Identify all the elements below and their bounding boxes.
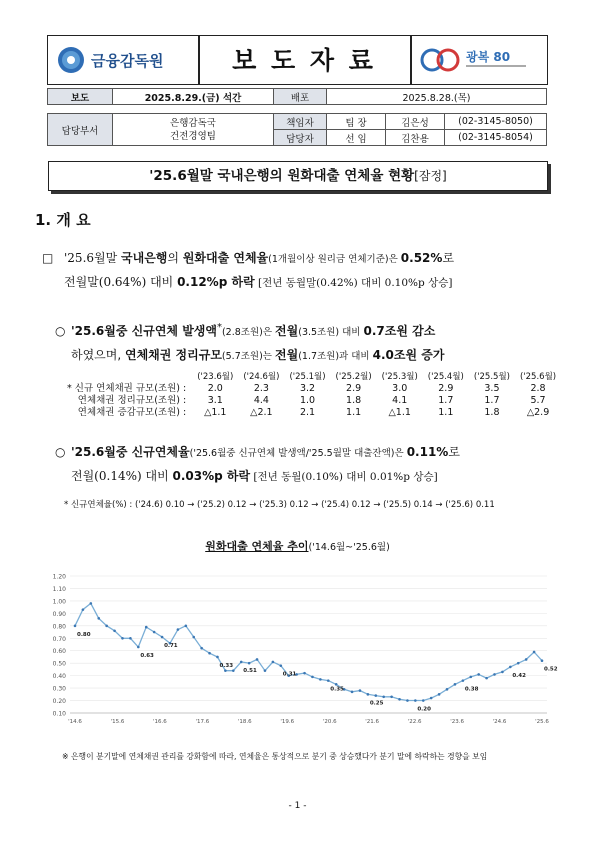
responsible-label: 책임자: [274, 114, 327, 130]
data-label: 0.25: [369, 700, 384, 707]
data-point: [256, 658, 259, 661]
stats-cell: △2.1: [250, 407, 273, 418]
release-value: 2025.8.29.(금) 석간: [113, 89, 274, 105]
data-label: 0.38: [464, 686, 479, 693]
responsible-name: 김은성: [386, 114, 445, 130]
data-point: [82, 608, 85, 611]
x-tick-label: '18.6: [237, 719, 252, 725]
data-label: 0.63: [140, 652, 154, 659]
stats-cell: 3.0: [392, 383, 408, 394]
sub1-star: *: [216, 322, 222, 333]
data-point: [311, 676, 314, 679]
data-point: [359, 689, 362, 692]
new-delinquency-line-2: [55, 344, 555, 368]
stats-cell: 5.7: [530, 395, 546, 406]
responsible-phone: (02-3145-8050): [445, 114, 547, 130]
stats-header-blank: [62, 371, 192, 383]
data-point: [145, 626, 148, 629]
sub1-text-j: (1.7조원)과 대비: [298, 351, 373, 362]
summary-text-b: 국내은행: [121, 251, 168, 265]
dept-label: 담당부서: [48, 114, 113, 146]
fss-logo: [56, 45, 196, 75]
data-point: [279, 664, 282, 667]
data-point: [272, 661, 275, 664]
data-point: [533, 651, 536, 654]
summary-line-1: [42, 247, 557, 271]
data-label: 0.80: [77, 631, 91, 638]
data-point: [509, 666, 512, 669]
data-point: [240, 661, 243, 664]
y-tick-label: 0.60: [52, 648, 66, 656]
data-label: 0.33: [219, 662, 234, 669]
stats-cell: △2.9: [526, 407, 550, 418]
stats-row: [62, 407, 561, 419]
data-point: [327, 679, 330, 682]
data-point: [137, 646, 140, 649]
summary-text-h: 전월말(0.64%) 대비: [64, 275, 178, 289]
data-point: [525, 658, 528, 661]
y-tick-label: 0.40: [52, 673, 66, 681]
data-label: 0.71: [164, 643, 178, 650]
square-bullet-icon: □: [42, 251, 54, 265]
stats-cell: 2.3: [253, 383, 269, 394]
stats-header-row: [62, 371, 561, 383]
y-tick-label: 0.10: [52, 710, 66, 718]
y-tick-label: 1.00: [52, 598, 66, 606]
chart-title-main: 원화대출 연체율 추이: [205, 540, 309, 553]
stats-cell: 3.1: [207, 395, 223, 406]
data-point: [382, 696, 385, 699]
x-tick-label: '24.6: [492, 719, 507, 725]
summary-text-e: (1개월이상 원리금 연체기준)은: [268, 254, 401, 265]
sub2-text-g: 0.03%p 하락: [172, 469, 251, 483]
y-tick-label: 0.90: [52, 610, 66, 618]
new-rate-line-2: [55, 465, 555, 488]
sub2-text-h: [전년 동월(0.10%) 대비 0.01%p 상승]: [250, 471, 438, 483]
new-delinquency-line-1: [55, 317, 555, 344]
stats-cell: 3.2: [299, 383, 316, 394]
data-point: [248, 662, 251, 665]
summary-bullet: [42, 247, 557, 294]
x-tick-label: '20.6: [322, 719, 337, 725]
stats-header-cell: ('25.6월): [519, 372, 557, 382]
stats-cell: 1.8: [346, 395, 362, 406]
y-tick-label: 0.70: [52, 635, 66, 643]
sub2-text-f: 전월(0.14%) 대비: [71, 469, 173, 483]
staff-name: 김찬용: [386, 130, 445, 146]
data-point: [90, 602, 93, 605]
data-point: [398, 698, 401, 701]
circle-bullet-icon: ○: [55, 445, 66, 459]
stats-cell: 3.5: [484, 383, 500, 394]
y-tick-label: 1.10: [52, 585, 66, 593]
stats-row-label: 연체채권 정리규모(조원) :: [77, 395, 187, 406]
data-point: [462, 679, 465, 682]
stats-cell: △1.1: [204, 407, 227, 418]
y-tick-label: 1.20: [52, 573, 66, 581]
data-label: 0.42: [512, 672, 526, 679]
sub2-text-d: 0.11%: [406, 445, 449, 459]
stats-header-cell: ('25.4월): [427, 372, 464, 382]
data-point: [351, 691, 354, 694]
data-label: 0.52: [544, 666, 558, 673]
dept-value: [113, 114, 274, 146]
y-tick-label: 0.50: [52, 660, 66, 668]
fss-emblem-icon: [56, 45, 86, 75]
stats-row-label: 연체채권 증감규모(조원) :: [77, 407, 187, 418]
summary-text-g: 로: [442, 251, 455, 265]
data-point: [422, 699, 425, 702]
document-title: '25.6월말 국내은행의 원화대출 연체율 현황: [149, 168, 415, 184]
stats-header-cell: ('24.6월): [243, 372, 280, 382]
x-tick-label: '23.6: [450, 719, 464, 725]
data-point: [153, 631, 156, 634]
summary-line-2: [42, 271, 557, 294]
summary-text-d: 원화대출 연체율: [182, 251, 269, 265]
dept-line2: 건전경영팀: [170, 130, 216, 142]
staff-label: 담당자: [274, 130, 327, 146]
data-point: [390, 696, 393, 699]
staff-phone: (02-3145-8054): [445, 130, 547, 146]
y-tick-label: 0.80: [52, 623, 66, 631]
data-point: [517, 662, 520, 665]
data-point: [430, 697, 433, 700]
x-tick-label: '15.6: [110, 719, 125, 725]
data-point: [177, 628, 180, 631]
data-point: [185, 625, 188, 628]
x-tick-label: '21.6: [365, 719, 380, 725]
release-label: 보도: [48, 89, 113, 105]
stats-cell: 4.4: [253, 395, 269, 406]
stats-cell: 2.8: [530, 383, 546, 394]
data-point: [438, 693, 441, 696]
new-rate-note: * 신규연체율(%) : ('24.6) 0.10 → ('25.2) 0.12 → ('25.3) 0.12 → ('25.4) 0.12 → ('25.5) 0.14 → ('25.6) 0.11: [64, 500, 495, 510]
data-point: [303, 672, 306, 675]
x-tick-label: '25.6: [535, 719, 549, 725]
stats-cell: 1.1: [346, 407, 362, 418]
chart-title: [0, 538, 595, 554]
sub1-text-c: 전월: [275, 324, 299, 338]
stats-cell: 2.1: [299, 407, 316, 418]
sub2-text-c: ('25.6월중 신규연체 발생액/'25.5월말 대출잔액)은: [189, 448, 407, 459]
fss-logo-text: 금융감독원: [91, 52, 164, 70]
staff-rank: 선 임: [327, 130, 386, 146]
sub1-text-h: (5.7조원)는: [221, 351, 275, 362]
liberation-80-logo: [420, 44, 540, 76]
delinquency-rate-chart: [42, 568, 562, 733]
press-release-title: 보 도 자 료: [232, 46, 376, 75]
data-point: [97, 617, 100, 620]
document-title-tag: [잠정]: [414, 169, 447, 183]
sub2-text-e: 로: [448, 445, 460, 459]
stats-header-cell: ('25.3월): [381, 372, 418, 382]
data-point: [367, 693, 370, 696]
section-title: 1. 개 요: [35, 211, 91, 229]
sub1-text-g: 연체채권 정리규모: [125, 348, 222, 362]
data-point: [74, 625, 77, 628]
data-point: [224, 669, 227, 672]
data-point: [501, 671, 504, 674]
page-number: - 1 -: [288, 801, 307, 811]
summary-text-j: [전년 동월말(0.42%) 대비 0.10%p 상승]: [254, 277, 453, 289]
liberation-80-subtext: [466, 65, 526, 67]
sub1-text-k: 4.0조원 증가: [372, 348, 445, 362]
data-point: [216, 656, 219, 659]
data-label: 0.31: [282, 671, 297, 678]
sub1-text-f: 하였으며,: [71, 348, 125, 362]
header-box: [47, 35, 548, 85]
stats-cell: 1.7: [484, 395, 500, 406]
data-point: [469, 676, 472, 679]
responsible-rank: 팀 장: [327, 114, 386, 130]
liberation-80-text: 광복 80: [466, 50, 511, 64]
data-point: [374, 694, 377, 697]
header-divider-right: [410, 36, 412, 84]
distribution-label: 배포: [274, 89, 327, 105]
data-label: 0.20: [417, 706, 431, 713]
sub1-text-e: 0.7조원 감소: [363, 324, 436, 338]
stats-cell: 2.0: [207, 383, 223, 394]
data-point: [541, 659, 544, 662]
new-delinquency-rate-bullet: [55, 441, 555, 488]
data-label: 0.35: [330, 686, 344, 693]
data-point: [129, 637, 132, 640]
data-point: [406, 699, 409, 702]
stats-cell: 1.8: [484, 407, 500, 418]
summary-text-c: 의: [167, 251, 183, 265]
stats-cell: 2.9: [346, 383, 362, 394]
data-point: [161, 636, 164, 639]
summary-text-a: '25.6월말: [64, 251, 122, 265]
data-point: [192, 636, 195, 639]
x-tick-label: '19.6: [280, 719, 295, 725]
sub2-text-b: 신규연체율: [131, 445, 190, 459]
circle-bullet-icon: ○: [55, 324, 66, 338]
sub1-text-b: (2.8조원)은: [221, 327, 276, 338]
data-label: 0.51: [243, 667, 257, 674]
data-point: [208, 652, 211, 655]
data-point: [200, 647, 203, 650]
data-point: [454, 683, 457, 686]
stats-cell: 1.1: [438, 407, 454, 418]
data-point: [105, 625, 108, 628]
stats-header-cell: ('25.5월): [473, 372, 510, 382]
contact-table: [47, 113, 547, 146]
stats-cell: 2.9: [438, 383, 454, 394]
new-rate-line-1: [55, 441, 555, 465]
document-title-box: [48, 161, 548, 191]
x-tick-label: '17.6: [195, 719, 210, 725]
new-delinquency-bullet: [55, 317, 555, 368]
summary-text-i: 0.12%p 하락: [177, 275, 255, 289]
delinquency-stats-table: [62, 371, 561, 419]
liberation-80-emblem-icon: [420, 44, 462, 76]
sub1-text-d: (3.5조원) 대비: [298, 327, 364, 338]
data-point: [121, 637, 124, 640]
x-tick-label: '22.6: [407, 719, 422, 725]
y-tick-label: 0.20: [52, 698, 66, 706]
data-point: [113, 630, 116, 633]
stats-cell: 1.7: [438, 395, 454, 406]
data-point: [335, 683, 338, 686]
footnote: ※ 은행이 분기말에 연체채권 관리를 강화함에 따라, 연체율은 통상적으로 분기 중 상승했다가 분기 말에 하락하는 경향을 보임: [62, 752, 488, 761]
stats-row-label: * 신규 연체채권 규모(조원) :: [67, 383, 187, 394]
sub2-text-a: '25.6월중: [71, 445, 132, 459]
stats-cell: △1.1: [388, 407, 411, 418]
data-point: [446, 688, 449, 691]
dept-line1: 은행감독국: [170, 117, 216, 129]
x-tick-label: '16.6: [153, 719, 167, 725]
stats-row: [62, 383, 561, 395]
data-point: [264, 669, 267, 672]
data-point: [485, 677, 488, 680]
data-point: [232, 669, 235, 672]
chart-title-suffix: ('14.6월~'25.6월): [308, 542, 390, 553]
stats-cell: 4.1: [392, 395, 408, 406]
stats-header-cell: ('25.2월): [335, 372, 372, 382]
x-tick-label: '14.6: [68, 719, 82, 725]
data-point: [493, 673, 496, 676]
sub1-text-a: '25.6월중 신규연체 발생액: [71, 324, 217, 338]
data-point: [319, 678, 322, 681]
summary-text-f: 0.52%: [400, 251, 443, 265]
data-point: [477, 673, 480, 676]
sub1-text-i: 전월: [275, 348, 299, 362]
stats-row: [62, 395, 561, 407]
distribution-value: 2025.8.28.(목): [327, 89, 547, 105]
data-point: [414, 699, 417, 702]
stats-cell: 1.0: [299, 395, 316, 406]
info-table: [47, 88, 547, 105]
y-tick-label: 0.30: [52, 685, 66, 693]
stats-header-cell: ('25.1월): [289, 372, 326, 382]
stats-header-cell: ('23.6월): [197, 372, 234, 382]
